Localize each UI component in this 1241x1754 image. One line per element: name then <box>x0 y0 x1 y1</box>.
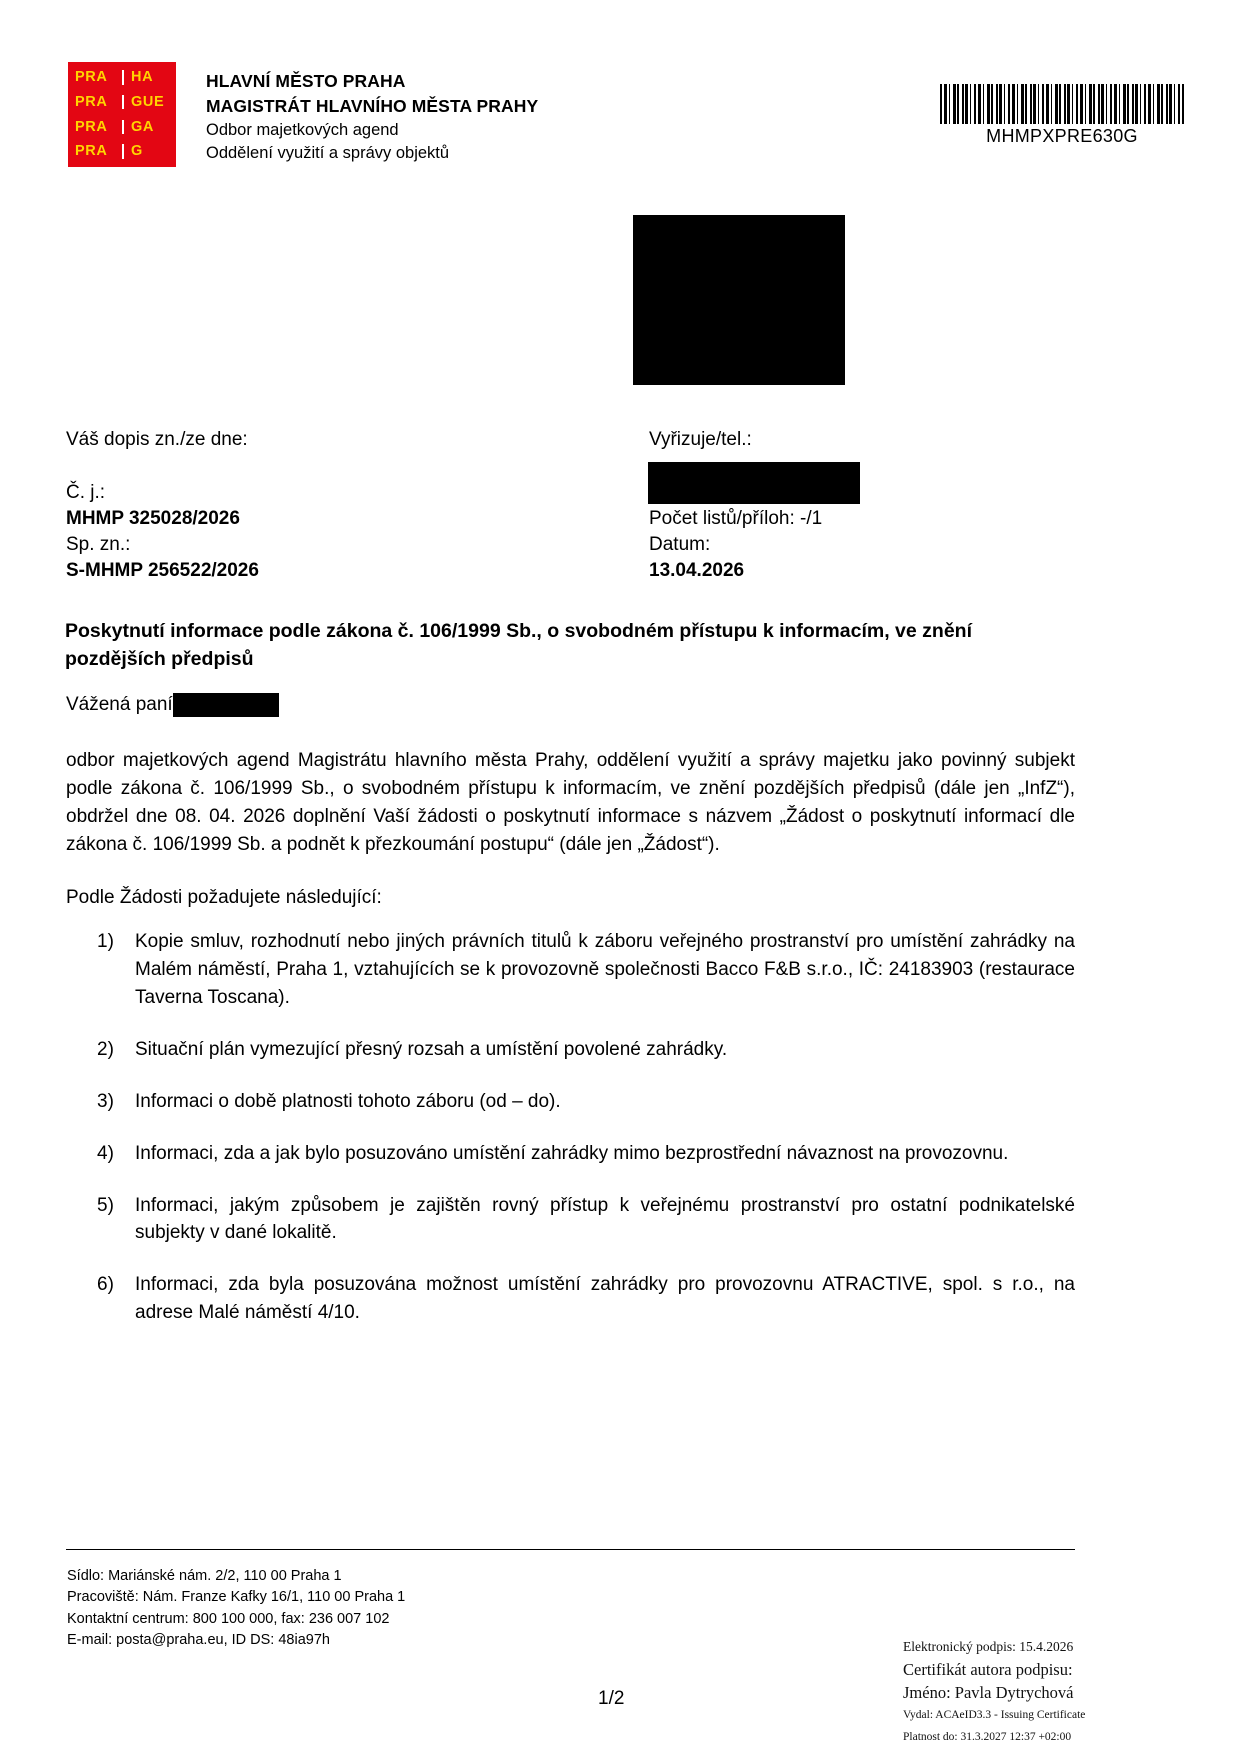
list-item-number: 6) <box>97 1274 114 1296</box>
subject-heading: Poskytnutí informace podle zákona č. 106/1999 Sb., o svobodném přístupu k informacím, ve znění pozdějších předpisů <box>65 620 972 670</box>
spzn-value: S-MHMP 256522/2026 <box>66 560 259 581</box>
list-item-text: Informaci, zda byla posuzována možnost umístění zahrádky pro provozovnu ATRACTIVE, spol. s r.o., na adrese Malé náměstí 4/10. <box>135 1274 1075 1324</box>
electronic-signature-block <box>903 1637 1223 1748</box>
logo-cell-pra-2: PRA <box>75 93 108 110</box>
org-department: Odbor majetkových agend <box>206 120 399 139</box>
list-item <box>97 1271 1075 1327</box>
footer-contact-block <box>67 1566 405 1652</box>
list-item-number: 1) <box>97 931 114 952</box>
greeting-line <box>66 693 279 718</box>
logo-cell-pra-4: PRA <box>75 143 108 160</box>
footer-seat: Sídlo: Mariánské nám. 2/2, 110 00 Praha 1 <box>67 1568 342 1584</box>
org-unit: Oddělení využití a správy objektů <box>206 144 450 163</box>
prague-logo <box>68 62 176 167</box>
footer-divider <box>66 1549 1075 1550</box>
your-ref-label: Váš dopis zn./ze dne: <box>66 429 248 450</box>
body-text <box>66 747 1075 912</box>
list-item-number: 3) <box>97 1090 114 1112</box>
page-number: 1/2 <box>598 1688 625 1709</box>
list-item-text: Informaci, jakým způsobem je zajištěn rovný přístup k veřejnému prostranství pro ostatní podnikatelské subjekty v dané lokalitě. <box>135 1194 1075 1244</box>
list-item-number: 5) <box>97 1194 114 1216</box>
signature-name: Jméno: Pavla Dytrychová <box>903 1683 1074 1703</box>
barcode-block <box>940 84 1184 147</box>
signature-validity: Platnost do: 31.3.2027 12:37 +02:00 <box>903 1730 1072 1743</box>
list-item <box>97 1036 1075 1064</box>
date-value: 13.04.2026 <box>649 560 745 581</box>
spacer-row-right-2 <box>649 483 1149 509</box>
greeting-text: Vážená paní <box>66 694 173 716</box>
request-list <box>97 928 1075 1327</box>
logo-cell-gue: GUE <box>122 95 176 110</box>
list-item <box>97 1192 1075 1248</box>
cj-label: Č. j.: <box>66 482 106 503</box>
logo-cell-pra-3: PRA <box>75 118 108 135</box>
reference-column-right <box>649 430 1149 587</box>
list-item <box>97 1140 1075 1168</box>
spacer-row-right <box>649 456 1149 483</box>
signature-date: Elektronický podpis: 15.4.2026 <box>903 1639 1074 1654</box>
list-item-text: Situační plán vymezující přesný rozsah a umístění povolené zahrádky. <box>135 1038 728 1060</box>
spacer-row <box>66 456 626 483</box>
signature-certificate-label: Certifikát autora podpisu: <box>903 1659 1073 1679</box>
list-item-number: 4) <box>97 1142 114 1164</box>
letterhead-header <box>68 62 538 167</box>
barcode-icon <box>940 84 1184 124</box>
org-authority-name: MAGISTRÁT HLAVNÍHO MĚSTA PRAHY <box>206 95 539 116</box>
redacted-recipient-address <box>633 215 845 385</box>
list-item <box>97 928 1075 1012</box>
footer-workplace: Pracoviště: Nám. Franze Kafky 16/1, 110 00 Praha 1 <box>67 1589 406 1606</box>
barcode-label: MHMPXPRE630G <box>986 126 1138 146</box>
logo-cell-pra-1: PRA <box>75 69 108 86</box>
list-item-text: Informaci, zda a jak bylo posuzováno umístění zahrádky mimo bezprostřední návaznost na provozovnu. <box>135 1142 1009 1164</box>
body-paragraph-1: odbor majetkových agend Magistrátu hlavního města Prahy, oddělení využití a správy majetku jako povinný subjekt podle zákona č. 106/1999 Sb., o svobodném přístupu k informacím, ve znění pozdějších předpisů (dále jen „InfZ“), obdržel dne 08. 04. 2026 doplnění Vaší žádosti o poskytnutí informace s názvem „Žádost o poskytnutí informací dle zákona č. 106/1999 Sb. a podnět k přezkoumání postupu“ (dále jen „Žádost“). <box>66 750 1075 855</box>
signature-issuer: Vydal: ACAeID3.3 - Issuing Certificate <box>903 1708 1086 1721</box>
handler-label: Vyřizuje/tel.: <box>649 429 752 450</box>
list-item-text: Informaci o době platnosti tohoto záboru (od – do). <box>135 1090 561 1112</box>
reference-column-left <box>66 430 626 587</box>
footer-email: E-mail: posta@praha.eu, ID DS: 48ia97h <box>67 1632 330 1649</box>
sheets-count-label: Počet listů/příloh: -/1 <box>649 508 823 529</box>
list-item <box>97 1088 1075 1116</box>
cj-value: MHMP 325028/2026 <box>66 508 240 529</box>
body-paragraph-2: Podle Žádosti požadujete následující: <box>66 886 382 908</box>
footer-contact-center: Kontaktní centrum: 800 100 000, fax: 236 007 102 <box>67 1610 390 1627</box>
org-city-name: HLAVNÍ MĚSTO PRAHA <box>206 71 406 91</box>
list-item-number: 2) <box>97 1038 114 1060</box>
list-item-text: Kopie smluv, rozhodnutí nebo jiných právních titulů k záboru veřejného prostranství pro umístění zahrádky na Malém náměstí, Praha 1, vztahujících se k provozovně společnosti Bacco F&B s.r.o., IČ: 24183903 (restaurace Taverna Toscana). <box>135 931 1075 1008</box>
redacted-recipient-name <box>173 693 279 717</box>
logo-cell-ha: HA <box>122 70 176 85</box>
organization-block <box>206 62 538 166</box>
logo-cell-ga: GA <box>122 120 176 135</box>
logo-cell-g: G <box>122 144 176 159</box>
spzn-label: Sp. zn.: <box>66 534 131 555</box>
date-label: Datum: <box>649 534 711 555</box>
